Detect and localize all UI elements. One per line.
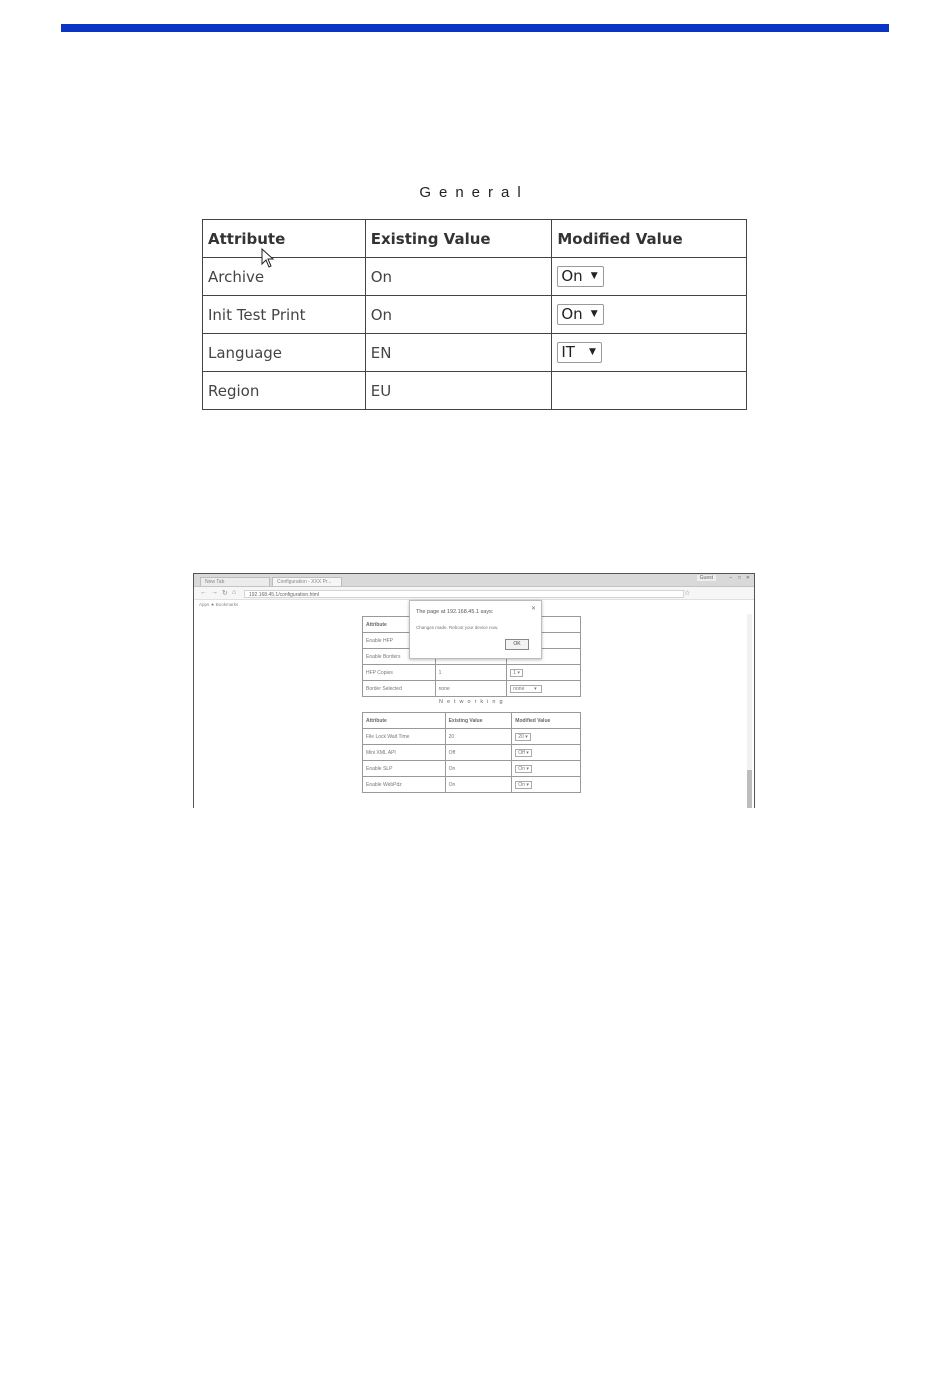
networking-settings-table — [362, 712, 581, 793]
column-header-modified: Modified Value — [512, 713, 581, 729]
modified-value-cell — [552, 258, 747, 296]
table-row — [203, 296, 747, 334]
browser-tab-new[interactable]: New Tab — [200, 577, 270, 586]
table-row — [363, 665, 581, 681]
column-header-modified: Modified Value — [552, 220, 747, 258]
table-row — [203, 372, 747, 410]
select-value: IT — [561, 343, 575, 361]
reload-icon[interactable]: ↻ — [222, 590, 228, 597]
language-select[interactable] — [557, 342, 602, 363]
column-header-attribute: Attribute — [203, 220, 366, 258]
home-icon[interactable]: ⌂ — [232, 589, 237, 596]
table-header-row — [203, 220, 747, 258]
attribute-cell: Language — [203, 334, 366, 372]
close-window-icon[interactable]: ✕ — [745, 575, 750, 581]
scrollbar-thumb[interactable] — [747, 770, 752, 808]
attribute-cell: Border Selected — [363, 681, 436, 697]
dropdown-arrow-icon: ▼ — [590, 309, 598, 319]
general-settings-table — [202, 219, 747, 410]
browser-screenshot — [193, 573, 755, 808]
existing-value-cell: On — [365, 296, 552, 334]
existing-value-cell: EN — [365, 334, 552, 372]
url-field[interactable]: 192.168.45.1/configuration.html — [244, 590, 684, 598]
alert-dialog — [409, 600, 542, 659]
scrollbar[interactable] — [747, 614, 752, 808]
existing-value-cell: On — [445, 777, 512, 793]
border-selected-select[interactable]: none ▾ — [510, 685, 541, 693]
existing-value-cell: On — [445, 761, 512, 777]
attribute-cell: HFP Copies — [363, 665, 436, 681]
maximize-icon[interactable]: □ — [737, 575, 741, 581]
dialog-title: The page at 192.168.45.1 says: — [416, 609, 494, 615]
init-test-print-select[interactable] — [557, 304, 603, 325]
table-row — [363, 681, 581, 697]
modified-value-cell — [552, 372, 747, 410]
attribute-cell: Enable SLP — [363, 761, 446, 777]
enable-slp-select[interactable]: On ▾ — [515, 765, 532, 773]
column-header-existing: Existing Value — [445, 713, 512, 729]
existing-value-cell: On — [365, 258, 552, 296]
mini-xml-api-select[interactable]: Off ▾ — [515, 749, 531, 757]
dialog-message: Changes made. Reboot your device now. — [416, 625, 499, 630]
select-value: On — [561, 305, 583, 323]
bookmark-star-icon[interactable]: ☆ — [684, 590, 691, 597]
table-row — [363, 729, 581, 745]
table-row — [203, 334, 747, 372]
attribute-cell: Init Test Print — [203, 296, 366, 334]
attribute-cell: Archive — [203, 258, 366, 296]
existing-value-cell: EU — [365, 372, 552, 410]
modified-value-cell — [552, 334, 747, 372]
column-header-attribute: Attribute — [363, 713, 446, 729]
table-row — [203, 258, 747, 296]
attribute-cell: Enable HFP — [363, 633, 436, 649]
attribute-cell: Enable Borders — [363, 649, 436, 665]
modified-value-cell — [552, 296, 747, 334]
existing-value-cell: none — [435, 681, 507, 697]
table-row — [363, 745, 581, 761]
column-header-attribute: Attribute — [363, 617, 436, 633]
table-row — [363, 777, 581, 793]
dropdown-arrow-icon: ▼ — [590, 271, 598, 281]
hfp-copies-select[interactable]: 1 ▾ — [510, 669, 523, 677]
header-rule — [61, 24, 889, 32]
table-row — [363, 761, 581, 777]
forward-icon[interactable]: → — [211, 589, 218, 596]
section-title-networking: Networking — [439, 699, 507, 705]
existing-value-cell: 20 — [445, 729, 512, 745]
bookmarks-bar: Apps ★ Bookmarks — [199, 602, 239, 607]
select-value: On — [561, 267, 583, 285]
section-title-general: General — [419, 184, 529, 201]
dialog-ok-button[interactable]: OK — [505, 639, 529, 650]
archive-select[interactable] — [557, 266, 603, 287]
mouse-pointer-icon — [261, 248, 275, 268]
attribute-cell: Enable WebPdz — [363, 777, 446, 793]
existing-value-cell: 1 — [435, 665, 507, 681]
attribute-cell: Region — [203, 372, 366, 410]
attribute-cell: File Lock Wait Time — [363, 729, 446, 745]
enable-webpdz-select[interactable]: On ▾ — [515, 781, 532, 789]
browser-tab-configuration[interactable]: Configuration - XXX Pr... — [272, 577, 342, 586]
dropdown-arrow-icon: ▼ — [588, 347, 596, 357]
guest-badge: Guest — [697, 575, 716, 581]
file-lock-wait-select[interactable]: 20 ▾ — [515, 733, 530, 741]
minimize-icon[interactable]: – — [729, 575, 732, 581]
back-icon[interactable]: ← — [200, 589, 207, 596]
attribute-cell: Mini XML API — [363, 745, 446, 761]
existing-value-cell: Off — [445, 745, 512, 761]
dialog-close-icon[interactable]: ✕ — [530, 606, 536, 612]
column-header-existing: Existing Value — [365, 220, 552, 258]
